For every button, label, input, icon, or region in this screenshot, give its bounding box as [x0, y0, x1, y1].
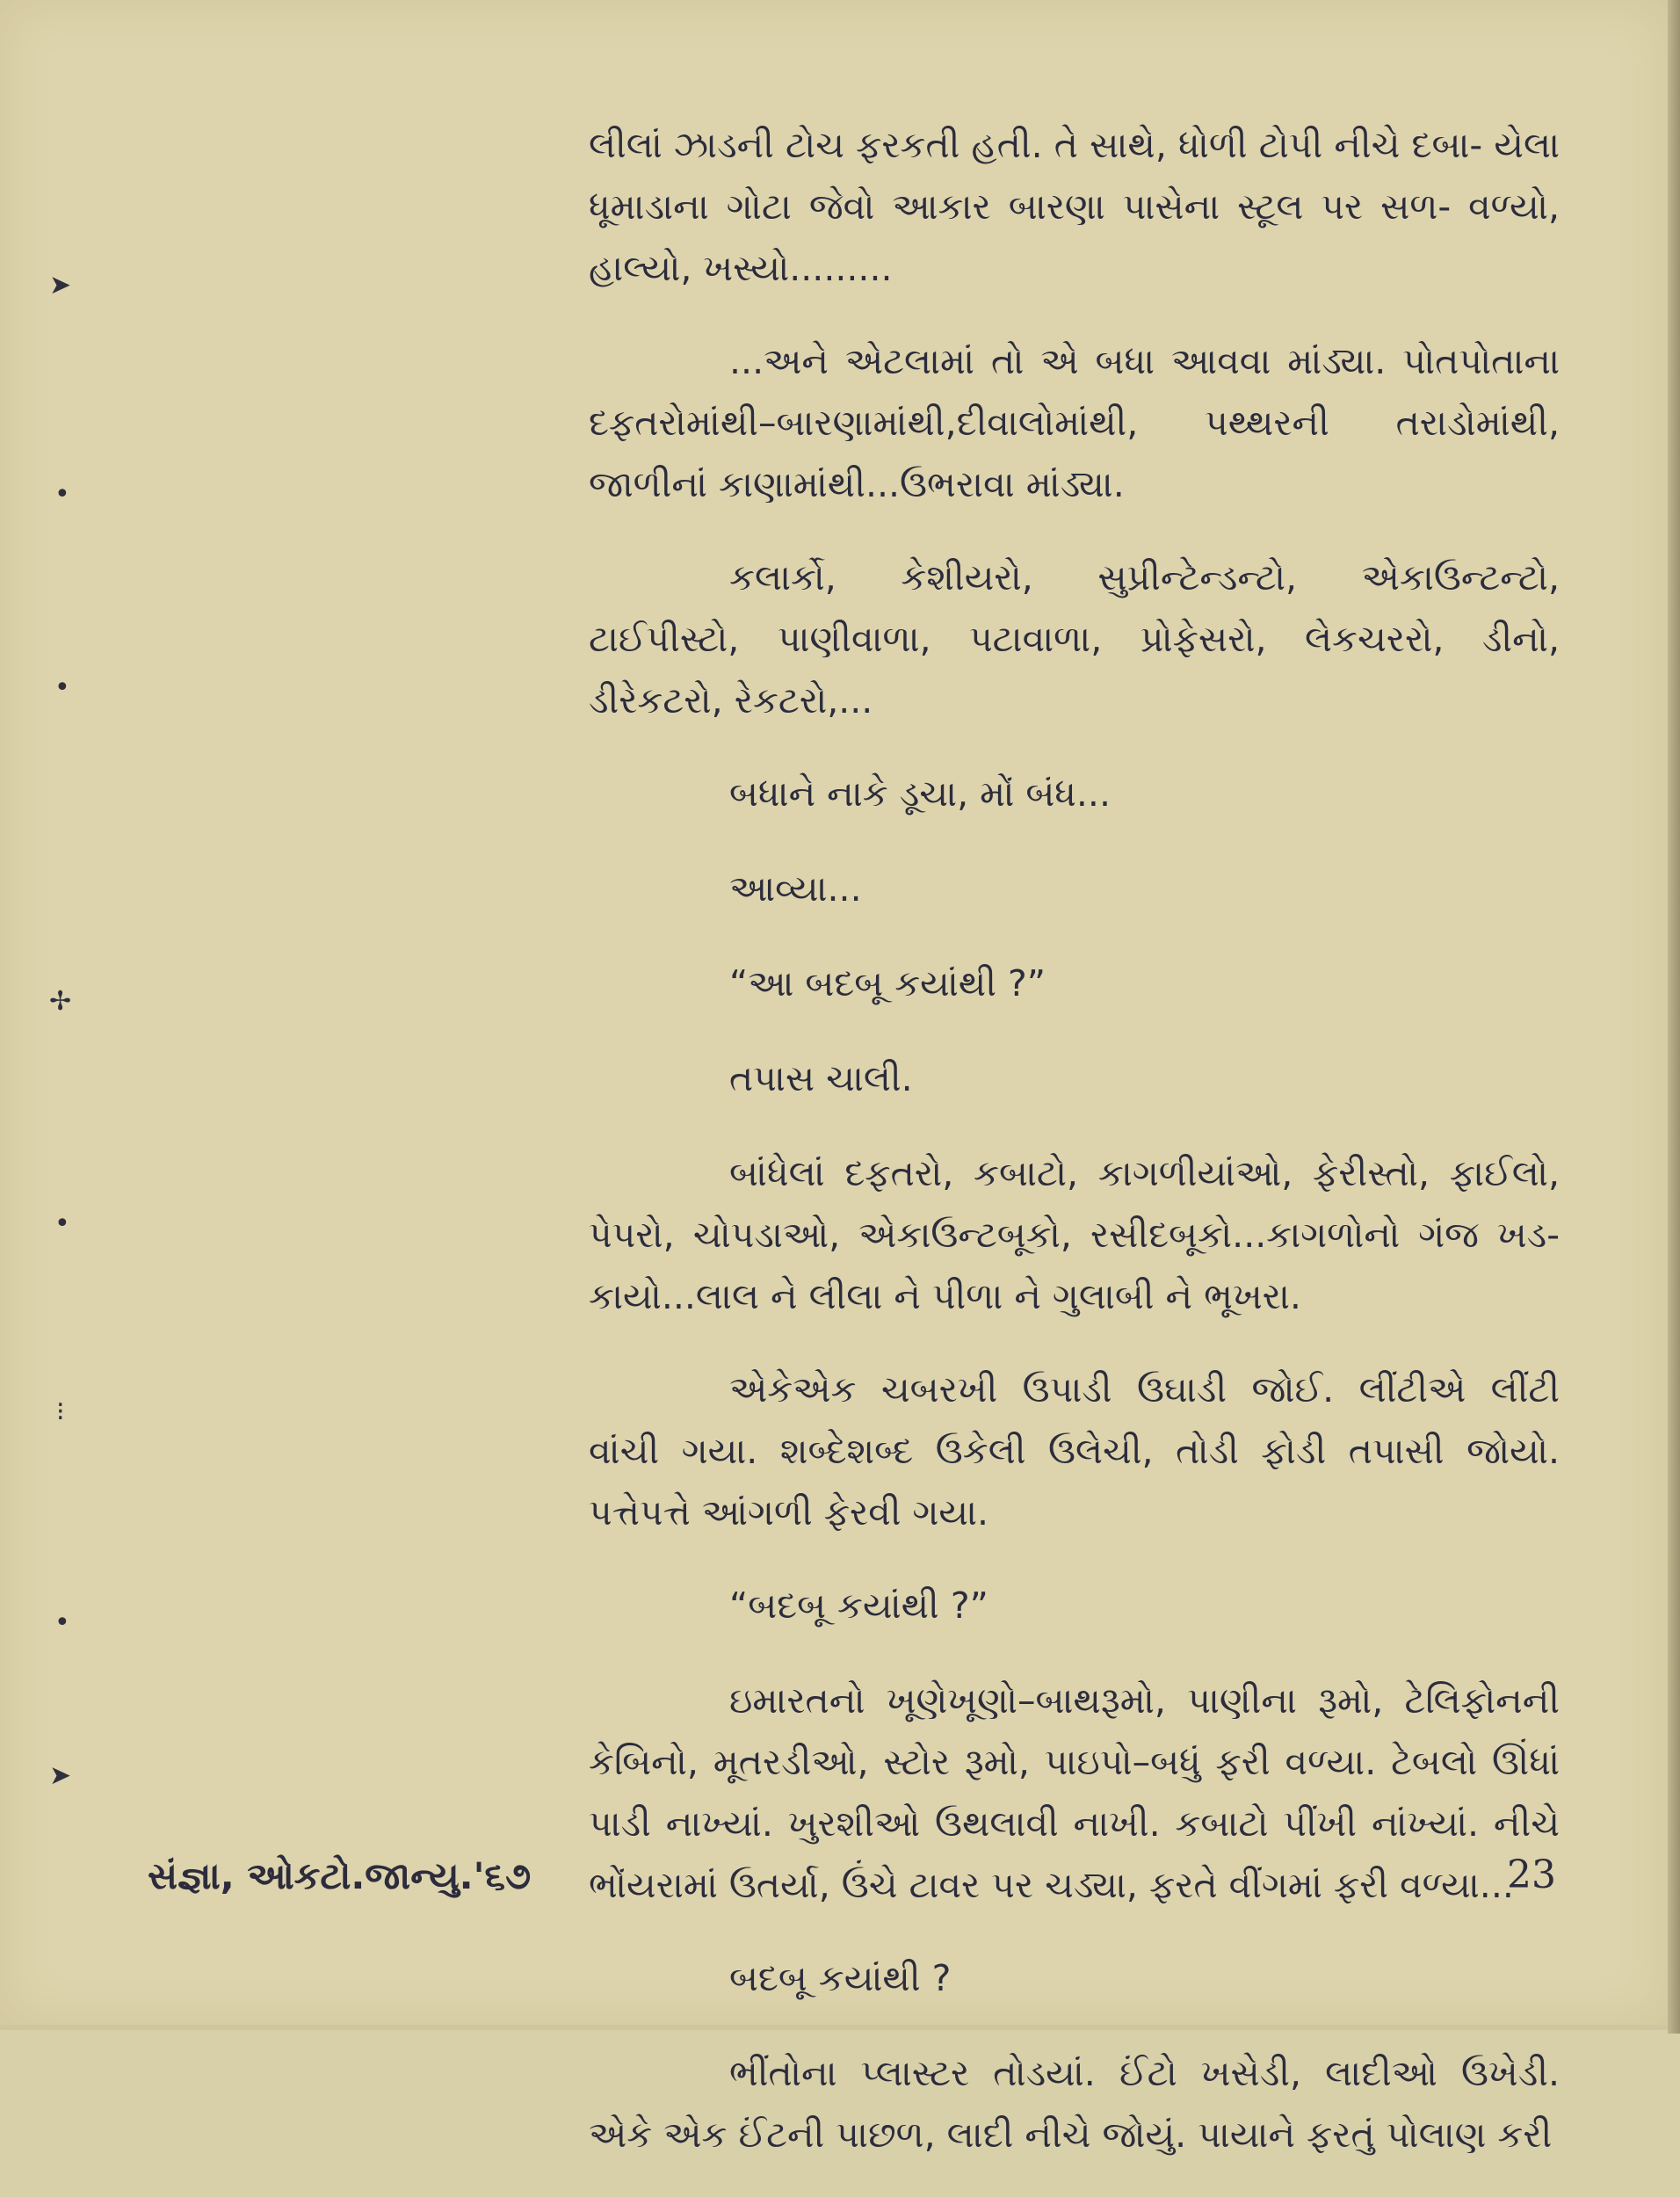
body-text — [589, 114, 1560, 2197]
margin-arrow-mark: ➤ — [49, 1760, 72, 1791]
footer-source: સંજ્ઞા, ઓકટો.જાન્યુ.'૬૭ — [148, 1854, 532, 1897]
paragraph-10: “બદબૂ કયાંથી ?” — [729, 1584, 988, 1627]
paragraph-12: બદબૂ કયાંથી ? — [729, 1957, 952, 1999]
paragraph-8: બાંધેલાં દફતરો, કબાટો, કાગળીયાંઓ, ફેરીસ્તો, ફાઈલો, પેપરો, ચોપડાઓ, એકાઉન્ટબૂકો, રસીદબૂકો...કાગળોનો ગંજ ખડ- કાયો...લાલ ને લીલા ને પીળા ને ગુલાબી ને ભૂખરા. — [589, 1152, 1560, 1317]
paragraph-11: ઇમારતનો ખૂણેખૂણો–બાથરૂમો, પાણીના રૂમો, ટેલિફોનની કેબિનો, મૂતરડીઓ, સ્ટોર રૂમો, પાઇપો–બધું ફરી વળ્યા. ટેબલો ઊંધાં પાડી નાખ્યાં. ખુરશીઓ ઉથલાવી નાખી. કબાટો પીંખી નાંખ્યાં. નીચે ભોંયરામાં ઉતર્યા, ઉંચે ટાવર પર ચડ્યા, ફરતે વીંગમાં ફરી વળ્યા... — [589, 1679, 1560, 1906]
paragraph-7: તપાસ ચાલી. — [729, 1057, 913, 1099]
paragraph-4: બધાને નાકે ડૂચા, મોં બંધ... — [729, 772, 1111, 815]
paragraph-1: લીલાં ઝાડની ટોચ ફરકતી હતી. તે સાથે, ધોળી ટોપી નીચે દબા- યેલા ધૂમાડાના ગોટા જેવો આકાર બારણા પાસેના સ્ટૂલ પર સળ- વળ્યો, હાલ્યો, ખસ્યો......... — [589, 124, 1560, 289]
paragraph-2: ...અને એટલામાં તો એ બધા આવવા માંડ્યા. પોતપોતાના દફતરોમાંથી–બારણામાંથી,દીવાલોમાંથી, પથ્થરની તરાડોમાંથી, જાળીનાં કાણામાંથી...ઉભરાવા માંડ્યા. — [589, 340, 1560, 505]
page-number: 23 — [1507, 1853, 1556, 1897]
paragraph-13: ભીંતોના પ્લાસ્ટર તોડયાં. ઈંટો ખસેડી, લાદીઓ ઉખેડી. એકે એક ઈંટની પાછળ, લાદી નીચે જોયું. પાયાને ફરતું પોલાણ કરી — [589, 2052, 1560, 2156]
margin-dot-mark: • — [54, 1208, 70, 1239]
paragraph-3: કલાર્કો, કેશીયરો, સુપ્રીન્ટેન્ડન્ટો, એકાઉન્ટન્ટો, ટાઈપીસ્ટો, પાણીવાળા, પટાવાળા, પ્રોફેસરો, લેકચરરો, ડીનો, ડીરેકટરો, રેકટરો,... — [589, 556, 1560, 721]
margin-dot-mark: • — [54, 479, 70, 510]
margin-dot-mark: • — [54, 1607, 70, 1638]
paragraph-5: આવ્યા... — [729, 867, 862, 910]
margin-arrow-mark: ➤ — [49, 270, 72, 301]
margin-double-dot-mark: ⁝ — [56, 1396, 65, 1427]
margin-cross-mark: ✢ — [49, 986, 72, 1017]
paragraph-6: “આ બદબૂ કયાંથી ?” — [729, 962, 1046, 1004]
margin-dot-mark: • — [54, 672, 70, 703]
page-edge-shadow — [1668, 0, 1680, 2034]
paragraph-9: એકેએક ચબરખી ઉપાડી ઉઘાડી જોઈ. લીંટીએ લીંટી વાંચી ગયા. શબ્દેશબ્દ ઉકેલી ઉલેચી, તોડી ફોડી તપાસી જોયો. પત્તેપત્તે આંગળી ફેરવી ગયા. — [589, 1368, 1560, 1534]
